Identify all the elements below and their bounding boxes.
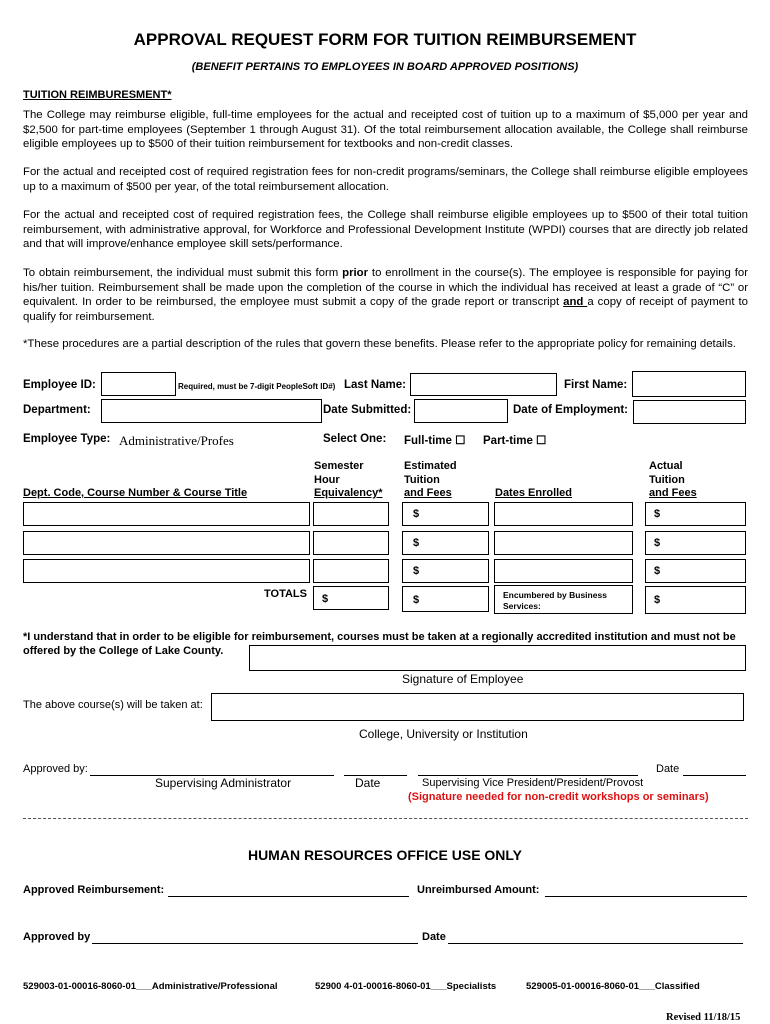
- institution-caption: College, University or Institution: [359, 727, 528, 741]
- form-subtitle: (BENEFIT PERTAINS TO EMPLOYEES IN BOARD APPROVED POSITIONS): [191, 61, 579, 73]
- approved-by-label: Approved by:: [23, 763, 88, 775]
- policy-paragraph-1: The College may reimburse eligible, full-time employees for the actual and receipted cost of tuition up to a maximum of $5,000 per year and $2,500 for part-time employees (September 1 through August 31). Of the total reimbursement allocation available, the College shall reimburse eligible employees up to $500 of their tuition reimbursement for textbooks and non-credit classes.: [23, 109, 748, 150]
- col-header-estimated: Estimated Tuition and Fees: [404, 460, 457, 499]
- department-label: Department:: [23, 404, 91, 416]
- supervising-admin-caption: Supervising Administrator: [155, 776, 292, 790]
- dates-enrolled-input-2[interactable]: [494, 531, 633, 555]
- full-time-checkbox[interactable]: Full-time ☐: [404, 435, 466, 447]
- date-caption: Date: [355, 776, 381, 790]
- first-name-input[interactable]: [632, 371, 746, 397]
- course-input-3[interactable]: [23, 559, 310, 583]
- actual-tuition-input-2[interactable]: $: [645, 531, 746, 555]
- employee-id-label: Employee ID:: [23, 379, 96, 391]
- non-credit-note: (Signature needed for non-credit workshops or seminars): [408, 791, 709, 803]
- account-code-specialists: 52900 4-01-00016-8060-01___Specialists: [315, 981, 497, 992]
- approved-reimbursement-line[interactable]: [168, 896, 409, 897]
- semester-hours-input-1[interactable]: [313, 502, 389, 526]
- col-header-course: Dept. Code, Course Number & Course Title: [23, 487, 248, 499]
- estimated-tuition-input-3[interactable]: $: [402, 559, 489, 583]
- col-header-dates: Dates Enrolled: [495, 487, 573, 499]
- date-of-employment-input[interactable]: [633, 400, 746, 424]
- first-name-label: First Name:: [564, 379, 628, 391]
- part-time-checkbox[interactable]: Part-time ☐: [483, 435, 547, 447]
- col-header-semester: Semester Hour Equivalency*: [314, 460, 383, 499]
- last-name-input[interactable]: [410, 373, 557, 396]
- select-one-label: Select One:: [323, 433, 387, 445]
- employee-type-select[interactable]: Administrative/Profes: [119, 433, 234, 448]
- semester-hours-input-3[interactable]: [313, 559, 389, 583]
- employee-id-hint: Required, must be 7-digit PeopleSoft ID#): [178, 382, 336, 391]
- totals-label: TOTALS: [264, 588, 307, 600]
- employee-type-label: Employee Type:: [23, 433, 111, 445]
- total-actual-tuition-input[interactable]: $: [645, 586, 746, 614]
- date-submitted-label: Date Submitted:: [323, 404, 412, 416]
- hr-title: HUMAN RESOURCES OFFICE USE ONLY: [247, 847, 523, 863]
- account-code-admin: 529003-01-00016-8060-01___Administrative/Professional: [23, 981, 278, 992]
- date-of-employment-label: Date of Employment:: [513, 404, 629, 416]
- vp-caption: Supervising Vice President/President/Provost: [422, 777, 644, 789]
- hr-date-line[interactable]: [448, 943, 743, 944]
- last-name-label: Last Name:: [344, 379, 406, 391]
- vp-signature-line[interactable]: [418, 775, 638, 776]
- col-header-actual: Actual Tuition and Fees: [649, 460, 697, 499]
- employee-id-input[interactable]: [101, 372, 176, 396]
- vp-date-line[interactable]: [683, 775, 746, 776]
- policy-footnote: *These procedures are a partial description of the rules that govern these benefits. Please refer to the appropriate policy for remaining details.: [23, 338, 736, 350]
- dates-enrolled-input-1[interactable]: [494, 502, 633, 526]
- semester-hours-input-2[interactable]: [313, 531, 389, 555]
- encumbered-box: Encumbered by Business Services:: [494, 585, 633, 614]
- policy-paragraph-2: For the actual and receipted cost of required registration fees for non-credit programs/seminars, the College shall reimburse eligible employees up to a maximum of $500 per year, of the total reimbursement allocation.: [23, 166, 748, 193]
- revision-date: Revised 11/18/15: [666, 1012, 741, 1023]
- employee-signature-input[interactable]: [249, 645, 746, 671]
- course-input-1[interactable]: [23, 502, 310, 526]
- dates-enrolled-input-3[interactable]: [494, 559, 633, 583]
- unreimbursed-amount-label: Unreimbursed Amount:: [417, 884, 540, 896]
- form-title: APPROVAL REQUEST FORM FOR TUITION REIMBURSEMENT: [133, 30, 637, 49]
- total-semester-hours-input[interactable]: $: [313, 586, 389, 610]
- hr-date-label: Date: [422, 931, 446, 943]
- department-input[interactable]: [101, 399, 322, 423]
- estimated-tuition-input-1[interactable]: $: [402, 502, 489, 526]
- approved-reimbursement-label: Approved Reimbursement:: [23, 884, 165, 896]
- section-heading: TUITION REIMBURESMENT*: [23, 89, 172, 101]
- unreimbursed-amount-line[interactable]: [545, 896, 747, 897]
- section-divider: [23, 818, 748, 819]
- total-estimated-tuition-input[interactable]: $: [402, 586, 489, 612]
- policy-paragraph-3: For the actual and receipted cost of required registration fees, the College shall reimburse eligible employees up to $500 of their total tuition reimbursement, with administrative approval, for Workforce and Professional Development Institute (WPDI) courses that are directly job related and that will improve/enhance employee skill sets/performance.: [23, 209, 748, 250]
- institution-input[interactable]: [211, 693, 744, 721]
- policy-paragraph-4: To obtain reimbursement, the individual must submit this form prior to enrollment in the course(s). The employee is responsible for paying for his/her tuition. Reimbursement shall be made upon the completion of the course in which the individual has received at least a grade of “C” or equivalent. In order to be reimbursed, the employee must submit a copy of the grade report or transcript and a copy of receipt of payment to qualify for reimbursement.: [23, 267, 748, 323]
- hr-approved-by-label: Approved by: [23, 931, 91, 943]
- date-submitted-input[interactable]: [414, 399, 508, 423]
- hr-approved-by-line[interactable]: [92, 943, 418, 944]
- institution-label: The above course(s) will be taken at:: [23, 699, 203, 711]
- actual-tuition-input-3[interactable]: $: [645, 559, 746, 583]
- acknowledgement-text: *I understand that in order to be eligible for reimbursement, courses must be taken at a regionally accredited institution and must not be offered by the College of Lake County.: [23, 631, 736, 657]
- signature-caption: Signature of Employee: [402, 672, 524, 686]
- estimated-tuition-input-2[interactable]: $: [402, 531, 489, 555]
- course-input-2[interactable]: [23, 531, 310, 555]
- account-code-classified: 529005-01-00016-8060-01___Classified: [526, 981, 700, 992]
- actual-tuition-input-1[interactable]: $: [645, 502, 746, 526]
- vp-date-label: Date: [656, 763, 680, 775]
